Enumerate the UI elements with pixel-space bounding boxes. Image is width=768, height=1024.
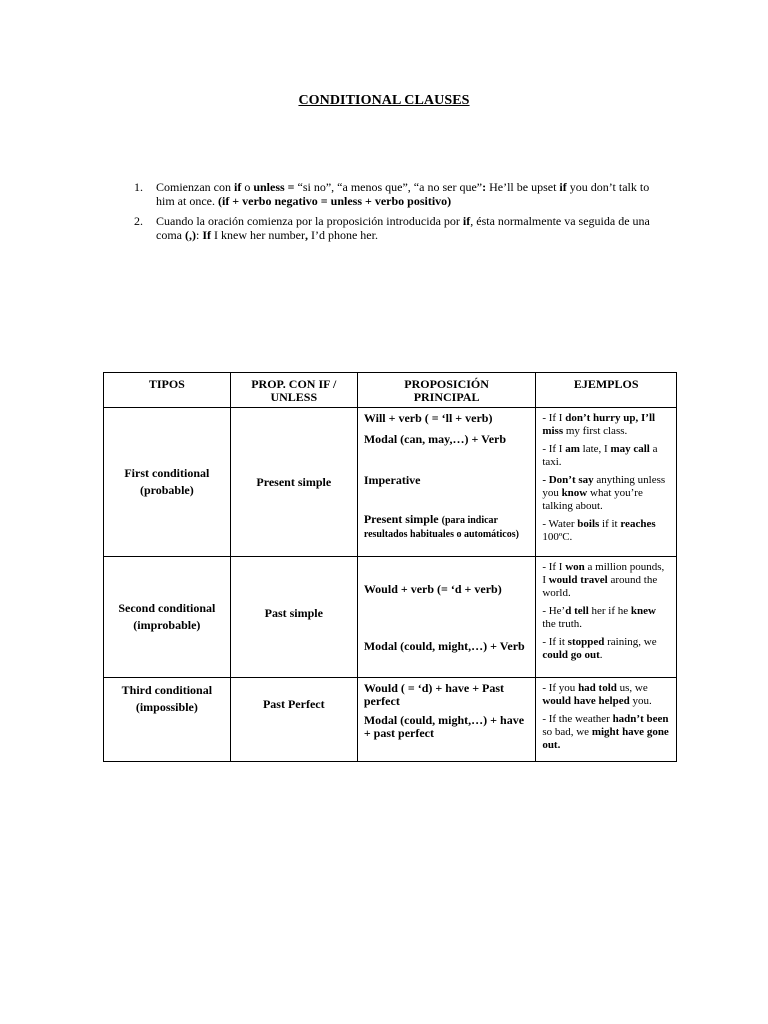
text-run: you.: [629, 695, 652, 707]
text-run: :: [196, 228, 203, 242]
tipo-cell: [104, 557, 231, 678]
text-run: o: [241, 180, 254, 194]
table-row: [104, 678, 677, 762]
prop-if-cell: [230, 557, 357, 678]
bold-run: knew: [630, 605, 656, 617]
tipo-cell: [104, 408, 231, 557]
text-run: a million pounds, I: [542, 561, 665, 586]
bold-run: don’t hurry up, I’ll miss: [542, 412, 656, 437]
header-ejemplos: EJEMPLOS: [536, 373, 677, 408]
principal-item: Present simple (para indicar resultados habituales o automáticos): [363, 512, 519, 540]
tipo-sub: (probable): [139, 483, 194, 497]
example-item: [542, 412, 670, 438]
bold-run: (if + verbo negativo = unless + verbo positivo): [217, 194, 452, 208]
principal-item: Modal (can, may,…) + Verb: [363, 432, 507, 446]
prop-if-text: Present simple: [256, 474, 332, 489]
bold-run: reaches: [620, 518, 656, 530]
text-run: if it: [599, 518, 621, 530]
text-run: , ésta normalmente va seguida de una coma: [156, 214, 650, 242]
tipo-cell: [104, 678, 231, 762]
principal-item: Imperative: [363, 473, 421, 487]
rule-text: [156, 214, 650, 242]
principal-cell: [357, 557, 535, 678]
bold-run: may call: [610, 443, 650, 455]
text-run: my first class.: [563, 425, 628, 437]
conditionals-table: [103, 372, 677, 762]
principal-item: Will + verb ( = ‘ll + verb): [363, 411, 493, 425]
text-run: I’d phone her.: [307, 228, 378, 242]
rule-number: 2.: [134, 214, 143, 228]
example-item: [542, 443, 670, 469]
text-run: Comienzan con: [156, 180, 234, 194]
text-run: .: [599, 649, 603, 661]
tipo-name: Third conditional: [121, 683, 213, 697]
principal-note: (para indicar resultados habituales o automáticos): [363, 515, 519, 540]
example-item: [542, 518, 670, 544]
text-run: the truth.: [542, 618, 583, 630]
prop-if-cell: [230, 408, 357, 557]
table-header-row: [104, 373, 677, 408]
prop-if-cell: [230, 678, 357, 762]
tipo-name: First conditional: [124, 466, 210, 480]
example-item: [542, 682, 670, 708]
bold-run: hadn’t been: [612, 713, 669, 725]
text-run: you don’t talk to him at once.: [156, 180, 650, 208]
text-run: - If I: [542, 443, 566, 455]
ejemplos-cell: [536, 678, 677, 762]
tipo-sub: (improbable): [133, 618, 201, 632]
text-run: - If the weather: [542, 713, 613, 725]
text-run: - If it: [542, 636, 568, 648]
header-principal: PROPOSICIÓN PRINCIPAL: [357, 373, 535, 408]
text-run: a taxi.: [542, 443, 658, 468]
ejemplos-cell: [536, 408, 677, 557]
text-run: 100ºC.: [542, 531, 573, 543]
example-item: [542, 605, 670, 631]
text-run: - If you: [542, 682, 579, 694]
text-run: anything unless you: [542, 474, 666, 499]
header-prop-if: PROP. CON IF / UNLESS: [230, 373, 357, 408]
bold-run: won: [565, 561, 585, 573]
bold-run: if: [462, 214, 471, 228]
bold-run: - Don’t say: [542, 474, 594, 486]
text-run: around the world.: [542, 574, 658, 599]
rules-list: [134, 180, 664, 248]
page-title: CONDITIONAL CLAUSES: [298, 93, 470, 108]
text-run: - If I: [542, 561, 566, 573]
prop-if-text: Past Perfect: [262, 697, 325, 711]
text-run: raining, we: [604, 636, 657, 648]
bold-run: if: [559, 180, 567, 194]
bold-run: if: [233, 180, 242, 194]
text-run: Cuando la oración comienza por la proposición introducida por: [156, 214, 463, 228]
bold-run: am: [565, 443, 580, 455]
rule-item: [134, 180, 664, 208]
text-run: her if he: [588, 605, 631, 617]
bold-run: stopped: [567, 636, 605, 648]
tipo-sub: (impossible): [135, 700, 198, 714]
example-item: [542, 561, 670, 600]
bold-run: had told: [578, 682, 617, 694]
table-row: [104, 408, 677, 557]
example-item: [542, 474, 670, 513]
prop-if-text: Past simple: [264, 606, 323, 620]
example-item: [542, 713, 670, 752]
bold-run: boils: [577, 518, 600, 530]
principal-item: Modal (could, might,…) + have + past perfect: [363, 713, 525, 740]
bold-run: might have gone out.: [542, 726, 669, 751]
bold-run: If: [202, 228, 212, 242]
bold-run: could go out: [542, 649, 600, 661]
text-run: - He’: [542, 605, 566, 617]
principal-cell: [357, 408, 535, 557]
rule-number: 1.: [134, 180, 143, 194]
text-run: He’ll be upset: [486, 180, 560, 194]
text-run: “si no”, “a menos que”, “a no ser que”: [294, 180, 483, 194]
text-run: - Water: [542, 518, 578, 530]
text-run: so bad, we: [542, 726, 592, 738]
table-row: [104, 557, 677, 678]
ejemplos-cell: [536, 557, 677, 678]
bold-run: know: [561, 487, 588, 499]
bold-run: :: [482, 180, 487, 194]
principal-cell: [357, 678, 535, 762]
tipo-name: Second conditional: [118, 601, 216, 615]
bold-run: (,): [185, 228, 196, 242]
text-run: - If I: [542, 412, 566, 424]
bold-run: would have helped: [542, 695, 630, 707]
bold-run: unless =: [253, 180, 295, 194]
bold-run: d tell: [565, 605, 589, 617]
principal-item: Would + verb (= ‘d + verb): [363, 582, 502, 596]
text-run: us, we: [616, 682, 648, 694]
bold-run: would travel: [548, 574, 608, 586]
principal-item: Would ( = ‘d) + have + Past perfect: [363, 681, 505, 708]
rule-text: [156, 180, 649, 208]
text-run: late, I: [579, 443, 611, 455]
principal-item: Modal (could, might,…) + Verb: [363, 639, 525, 653]
header-tipos: TIPOS: [104, 373, 231, 408]
bold-run: ,: [304, 228, 308, 242]
example-item: [542, 636, 670, 662]
rule-item: [134, 214, 664, 242]
text-run: what you’re talking about.: [542, 487, 643, 512]
text-run: I knew her number: [211, 228, 305, 242]
